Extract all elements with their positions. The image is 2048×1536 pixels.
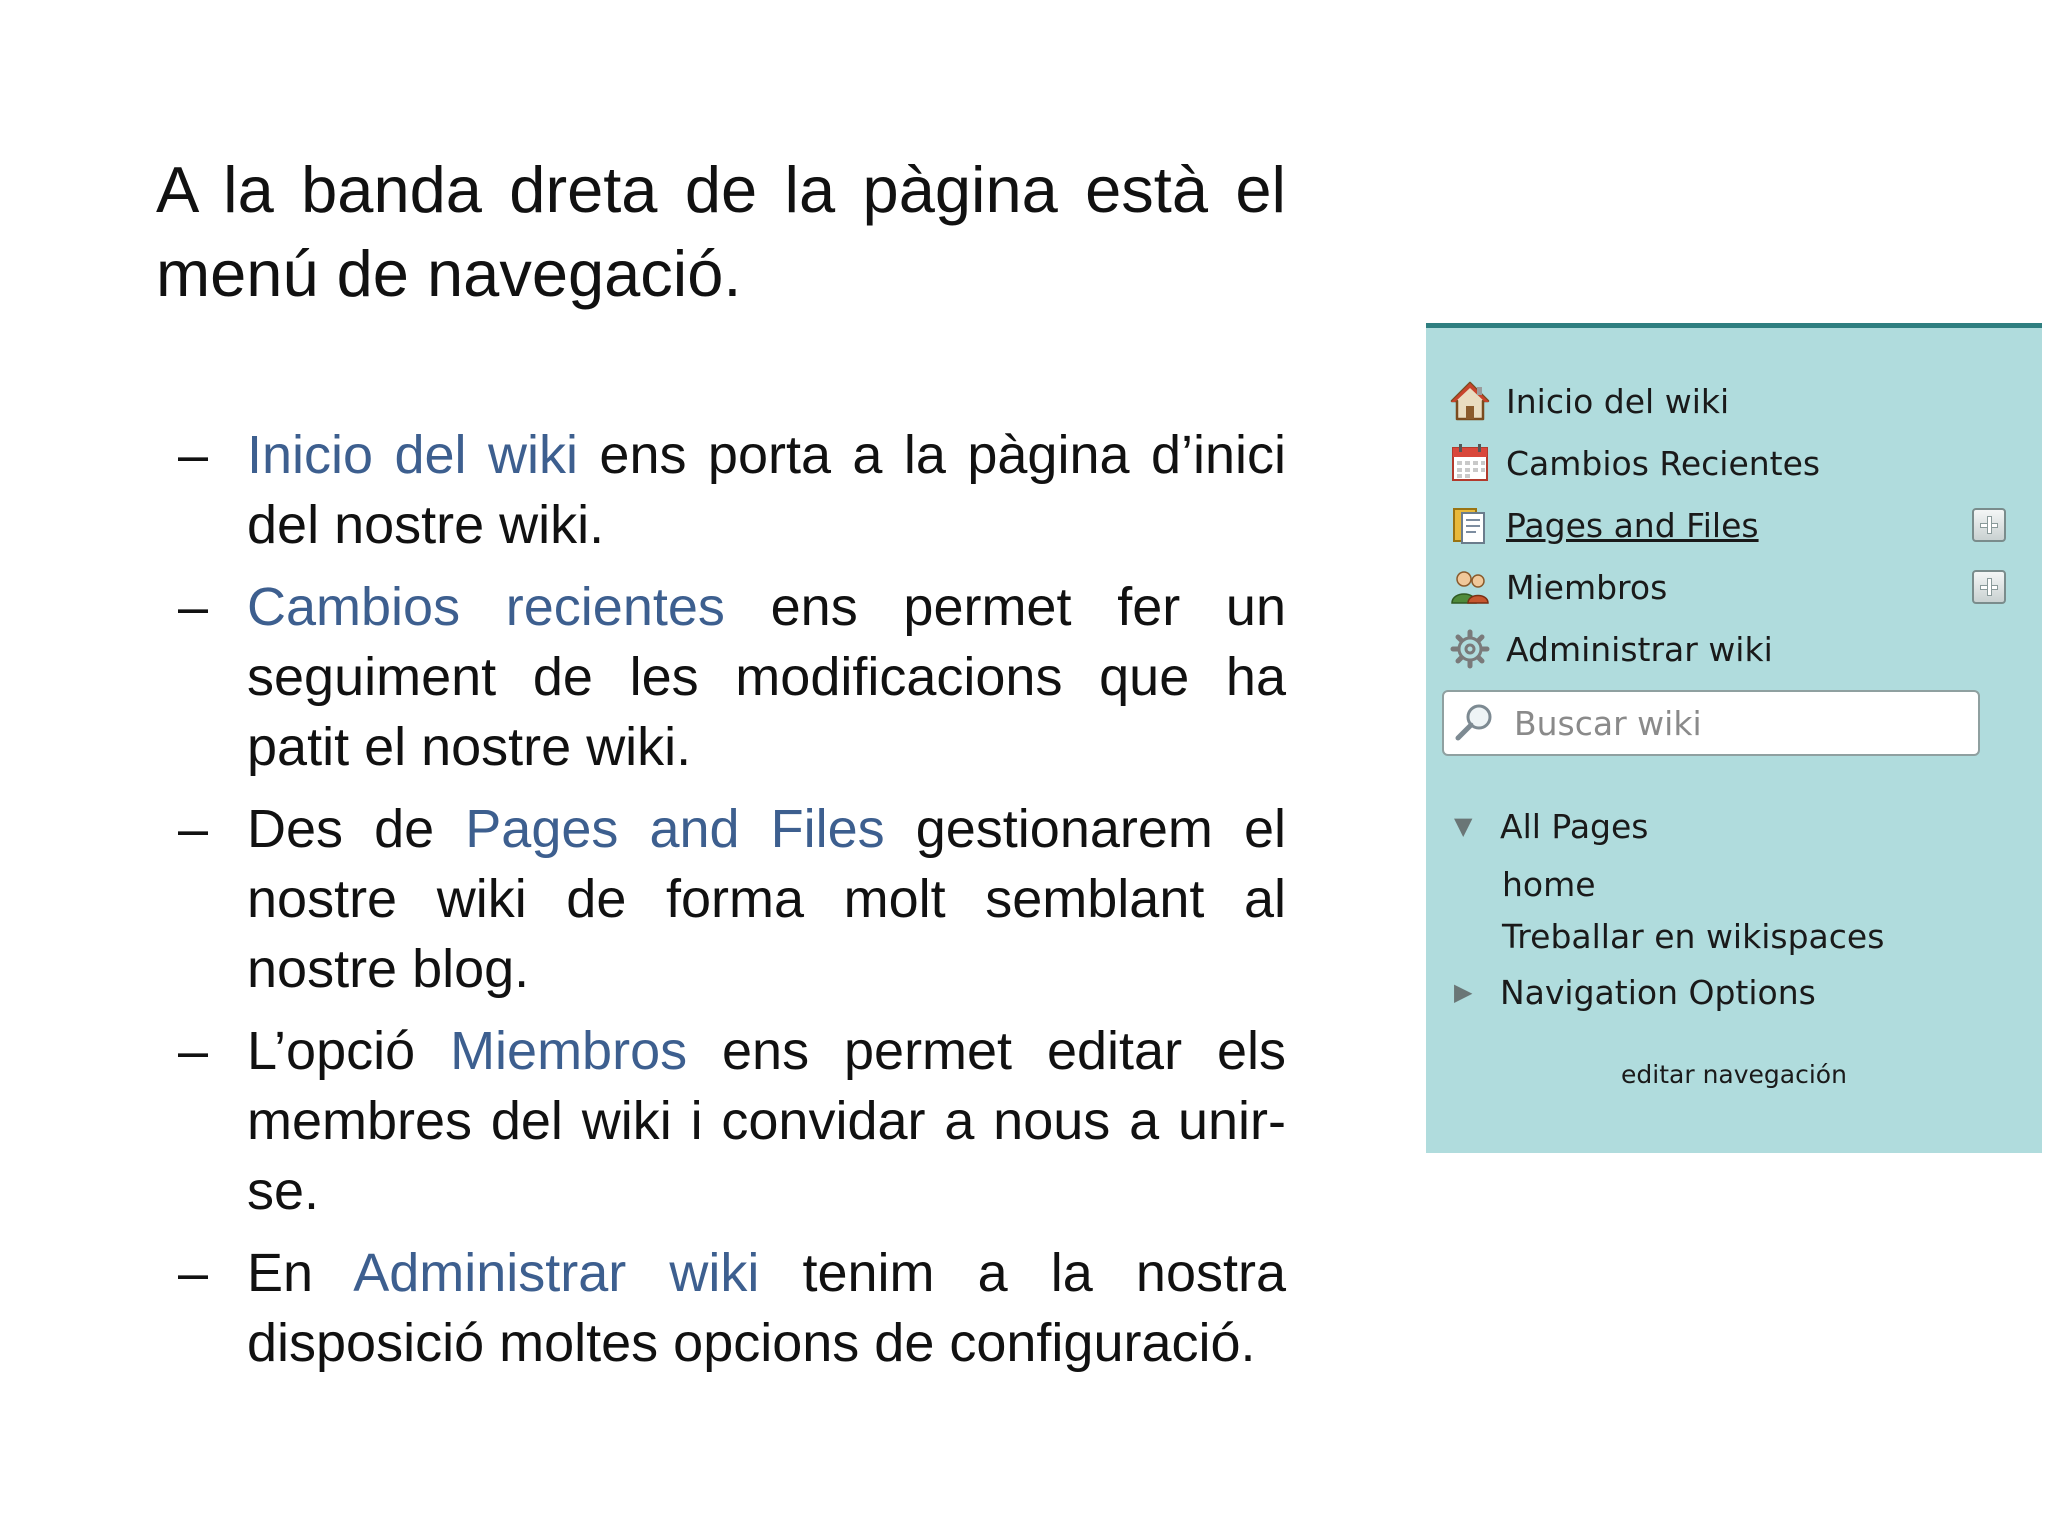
bullet-dash: – [178,1021,209,1081]
folder-icon [1448,503,1492,547]
bullet-item-miembros [178,1016,1286,1226]
members-icon [1448,565,1492,609]
search-input[interactable] [1514,704,1954,743]
bullet-text-pre: Des de [247,799,466,859]
bullet-text: ens permet fer un seguiment de les modificacions que ha patit el nostre wiki. [247,577,1286,777]
nav-item-inicio[interactable] [1448,376,2028,426]
bullet-list [178,420,1286,1390]
bullet-text: ens permet editar els membres del wiki i convidar a nous a unir-se. [247,1021,1286,1221]
nav-item-label: Miembros [1506,567,1668,607]
tree-label: Navigation Options [1500,972,1816,1012]
nav-item-cambios[interactable] [1448,438,2028,488]
tree-page-treballar[interactable]: Treballar en wikispaces [1502,916,1885,956]
calendar-icon [1448,441,1492,485]
nav-item-administrar[interactable] [1448,624,2028,674]
tree-label: All Pages [1500,806,1649,846]
bullet-text-pre: L’opció [247,1021,451,1081]
bullet-dash: – [178,799,209,859]
tree-all-pages[interactable] [1454,802,1648,850]
nav-item-label[interactable]: Pages and Files [1506,505,1759,545]
bullet-highlight: Pages and Files [465,799,885,859]
bullet-text: tenim a la nostra disposició moltes opcions de configuració. [247,1243,1286,1373]
nav-item-label: Inicio del wiki [1506,381,1730,421]
navigation-panel [1426,323,2042,1153]
slide-heading: A la banda dreta de la pàgina està el menú de navegació. [156,153,1286,310]
search-icon [1452,700,1498,746]
nav-item-label: Administrar wiki [1506,629,1773,669]
bullet-item-pages [178,794,1286,1004]
bullet-item-cambios [178,572,1286,782]
triangle-down-icon[interactable]: ▼ [1454,812,1473,840]
bullet-item-administrar [178,1238,1286,1378]
bullet-dash: – [178,425,209,485]
bullet-dash: – [178,1243,209,1303]
bullet-highlight: Administrar wiki [353,1243,760,1303]
bullet-highlight: Cambios recientes [247,577,725,637]
nav-item-label: Cambios Recientes [1506,443,1821,483]
edit-navigation-link[interactable]: editar navegación [1621,1060,1847,1089]
bullet-highlight: Miembros [450,1021,688,1081]
bullet-text: ens porta a la pàgina d’inici del nostre wiki. [247,425,1286,555]
tree-page-home[interactable]: home [1502,864,1596,904]
home-icon [1448,379,1492,423]
search-box[interactable] [1442,690,1980,756]
bullet-text: gestionarem el nostre wiki de forma molt semblant al nostre blog. [247,799,1287,999]
gear-icon [1448,627,1492,671]
bullet-item-inicio [178,420,1286,560]
expand-plus-icon[interactable] [1972,508,2006,542]
triangle-right-icon[interactable]: ▶ [1454,978,1473,1006]
nav-item-miembros[interactable] [1448,562,2028,612]
bullet-text-pre: En [247,1243,354,1303]
bullet-dash: – [178,577,209,637]
tree-navigation-options[interactable] [1454,968,1816,1016]
expand-plus-icon[interactable] [1972,570,2006,604]
nav-item-pages-files[interactable] [1448,500,2028,550]
bullet-highlight: Inicio del wiki [247,425,578,485]
